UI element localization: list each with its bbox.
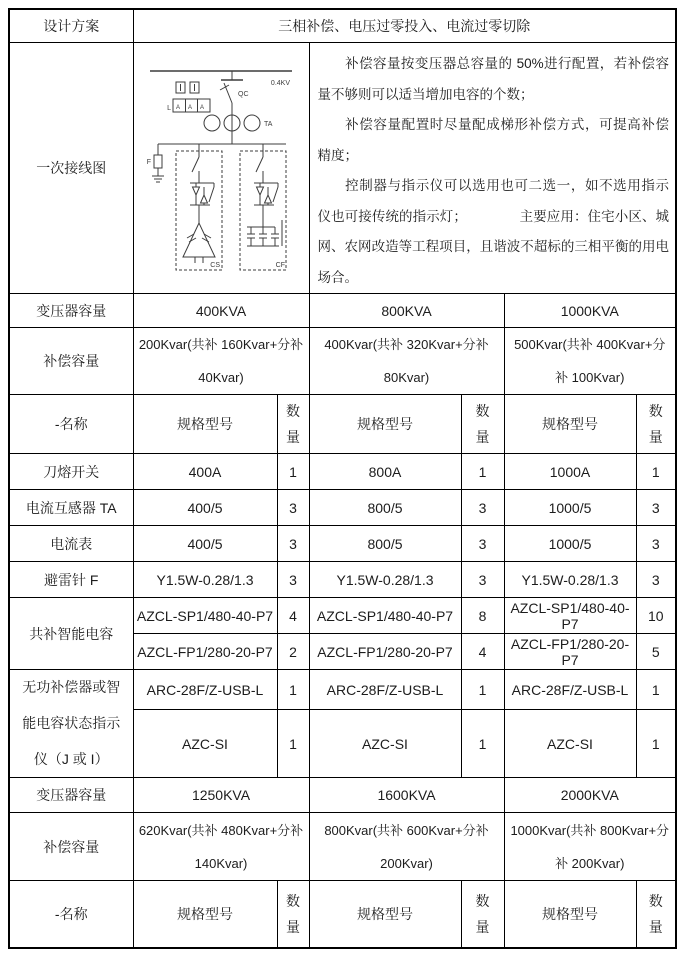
qty-cell: 3 xyxy=(277,562,309,598)
qty-cell: 1 xyxy=(277,454,309,490)
header-qty: 数量 xyxy=(277,881,309,949)
note-paragraph-1: 补偿容量按变压器总容量的 50%进行配置，若补偿容量不够则可以适当增加电容的个数； xyxy=(317,56,669,102)
compensation-spec-table xyxy=(8,8,677,949)
equipment-name: 电流表 xyxy=(9,526,133,562)
ammeter-letter: A xyxy=(176,105,181,111)
meter-panel-label: L xyxy=(167,105,171,112)
transformer-capacity-row-2 xyxy=(9,778,676,813)
qty-cell: 4 xyxy=(461,634,504,670)
spec-cell: Y1.5W-0.28/1.3 xyxy=(309,562,461,598)
one-line-diagram-icon xyxy=(140,60,302,276)
spec-cell: ARC-28F/Z-USB-L xyxy=(309,670,461,710)
qty-cell: 1 xyxy=(277,670,309,710)
spec-cell: AZC-SI xyxy=(309,710,461,778)
cf-bank-label: CF xyxy=(275,262,285,269)
spec-cell: 800A xyxy=(309,454,461,490)
spec-cell: Y1.5W-0.28/1.3 xyxy=(504,562,636,598)
qty-cell: 1 xyxy=(277,710,309,778)
table-row-arrester xyxy=(9,562,676,598)
arrester-label: F xyxy=(146,159,151,166)
transformer-value: 1600KVA xyxy=(309,778,504,813)
equipment-name: 共补智能电容 xyxy=(9,598,133,670)
qty-cell: 1 xyxy=(461,670,504,710)
compensation-value: 200Kvar(共补 160Kvar+分补 40Kvar) xyxy=(133,328,309,395)
transformer-value: 1250KVA xyxy=(133,778,309,813)
transformer-value: 2000KVA xyxy=(504,778,676,813)
qty-cell: 3 xyxy=(277,490,309,526)
table-row-controller xyxy=(9,670,676,710)
qty-cell: 1 xyxy=(636,670,676,710)
qty-cell: 4 xyxy=(277,598,309,634)
compensation-value: 1000Kvar(共补 800Kvar+分补 200Kvar) xyxy=(504,813,676,881)
transformer-capacity-label: 变压器容量 xyxy=(9,294,133,328)
qty-cell: 3 xyxy=(461,526,504,562)
application-text: 主要应用：住宅小区、城网、农网改造等工程项目，且谐波不超标的三相平衡的用电场合。 xyxy=(317,208,670,285)
spec-cell: AZC-SI xyxy=(504,710,636,778)
qty-cell: 3 xyxy=(277,526,309,562)
design-scheme-row xyxy=(9,9,676,43)
qty-cell: 2 xyxy=(277,634,309,670)
note-text: 控制器与指示仪可以选用也可二选一，如不选用指示仪也可接传统的指示灯； xyxy=(317,178,669,224)
qty-cell: 5 xyxy=(636,634,676,670)
ammeter-letter: A xyxy=(188,105,193,111)
compensation-value: 400Kvar(共补 320Kvar+分补 80Kvar) xyxy=(309,328,504,395)
qty-cell: 1 xyxy=(461,454,504,490)
equipment-name: 电流互感器 TA xyxy=(9,490,133,526)
wiring-diagram-cell xyxy=(133,43,309,294)
design-scheme-label: 设计方案 xyxy=(9,9,133,43)
spec-cell: ARC-28F/Z-USB-L xyxy=(133,670,277,710)
arrester-icon xyxy=(152,144,164,182)
spec-cell: ARC-28F/Z-USB-L xyxy=(504,670,636,710)
header-spec: 规格型号 xyxy=(133,395,277,454)
wiring-notes-cell xyxy=(309,43,676,294)
header-spec: 规格型号 xyxy=(309,881,461,949)
header-spec: 规格型号 xyxy=(504,881,636,949)
spec-cell: 800/5 xyxy=(309,490,461,526)
header-qty: 数量 xyxy=(461,881,504,949)
spec-cell: 800/5 xyxy=(309,526,461,562)
header-spec: 规格型号 xyxy=(133,881,277,949)
qty-cell: 3 xyxy=(461,490,504,526)
spec-cell: AZCL-FP1/280-20-P7 xyxy=(504,634,636,670)
spec-cell: AZC-SI xyxy=(133,710,277,778)
qty-cell: 3 xyxy=(461,562,504,598)
columns-header-row-2 xyxy=(9,881,676,949)
header-spec: 规格型号 xyxy=(309,395,461,454)
compensation-capacity-row-1 xyxy=(9,328,676,395)
cs-bank-label: CS xyxy=(210,262,220,269)
wye-capacitor-bank xyxy=(240,144,286,270)
transformer-capacity-row-1 xyxy=(9,294,676,328)
table-row-ammeter xyxy=(9,526,676,562)
transformer-value: 800KVA xyxy=(309,294,504,328)
note-paragraph-3 xyxy=(318,171,670,293)
indicator-lamp-icons xyxy=(176,82,199,93)
spec-cell: 1000/5 xyxy=(504,490,636,526)
voltage-label: 0.4KV xyxy=(270,80,290,87)
header-qty: 数量 xyxy=(636,395,676,454)
equipment-name: 刀熔开关 xyxy=(9,454,133,490)
header-name: -名称 xyxy=(9,881,133,949)
compensation-capacity-row-2 xyxy=(9,813,676,881)
wiring-diagram-label: 一次接线图 xyxy=(9,43,133,294)
qty-cell: 1 xyxy=(636,454,676,490)
spec-cell: AZCL-SP1/480-40-P7 xyxy=(504,598,636,634)
spec-cell: 400/5 xyxy=(133,490,277,526)
spec-cell: AZCL-FP1/280-20-P7 xyxy=(309,634,461,670)
header-qty: 数量 xyxy=(636,881,676,949)
spec-cell: AZCL-FP1/280-20-P7 xyxy=(133,634,277,670)
columns-header-row-1 xyxy=(9,395,676,454)
transformer-capacity-label: 变压器容量 xyxy=(9,778,133,813)
table-row-current-transformer xyxy=(9,490,676,526)
transformer-value: 400KVA xyxy=(133,294,309,328)
transformer-value: 1000KVA xyxy=(504,294,676,328)
compensation-capacity-label: 补偿容量 xyxy=(9,813,133,881)
spec-cell: 400A xyxy=(133,454,277,490)
compensation-capacity-label: 补偿容量 xyxy=(9,328,133,395)
qc-switch-icon xyxy=(220,83,232,144)
spec-cell: Y1.5W-0.28/1.3 xyxy=(133,562,277,598)
qc-switch-label: QC xyxy=(238,91,249,98)
note-paragraph-2: 补偿容量配置时尽量配成梯形补偿方式，可提高补偿精度； xyxy=(317,117,669,163)
qty-cell: 3 xyxy=(636,490,676,526)
compensation-value: 620Kvar(共补 480Kvar+分补 140Kvar) xyxy=(133,813,309,881)
wiring-diagram-row xyxy=(9,43,676,294)
table-row-knife-fuse-switch xyxy=(9,454,676,490)
qty-cell: 1 xyxy=(461,710,504,778)
spec-cell: 1000A xyxy=(504,454,636,490)
qty-cell: 3 xyxy=(636,526,676,562)
qty-cell: 8 xyxy=(461,598,504,634)
ta-label: TA xyxy=(264,121,273,128)
equipment-name: 避雷针 F xyxy=(9,562,133,598)
spec-cell: 400/5 xyxy=(133,526,277,562)
compensation-value: 800Kvar(共补 600Kvar+分补 200Kvar) xyxy=(309,813,504,881)
header-qty: 数量 xyxy=(461,395,504,454)
spec-cell: 1000/5 xyxy=(504,526,636,562)
header-name: -名称 xyxy=(9,395,133,454)
table-row-common-capacitor-sp1 xyxy=(9,598,676,634)
qty-cell: 10 xyxy=(636,598,676,634)
compensation-value: 500Kvar(共补 400Kvar+分补 100Kvar) xyxy=(504,328,676,395)
spec-cell: AZCL-SP1/480-40-P7 xyxy=(133,598,277,634)
equipment-name: 无功补偿器或智能电容状态指示仪（J 或 I） xyxy=(9,670,133,778)
ammeter-letter: A xyxy=(200,105,205,111)
header-spec: 规格型号 xyxy=(504,395,636,454)
delta-capacitor-bank xyxy=(176,144,222,270)
spec-cell: AZCL-SP1/480-40-P7 xyxy=(309,598,461,634)
header-qty: 数量 xyxy=(277,395,309,454)
qty-cell: 3 xyxy=(636,562,676,598)
qty-cell: 1 xyxy=(636,710,676,778)
design-scheme-value: 三相补偿、电压过零投入、电流过零切除 xyxy=(133,9,676,43)
